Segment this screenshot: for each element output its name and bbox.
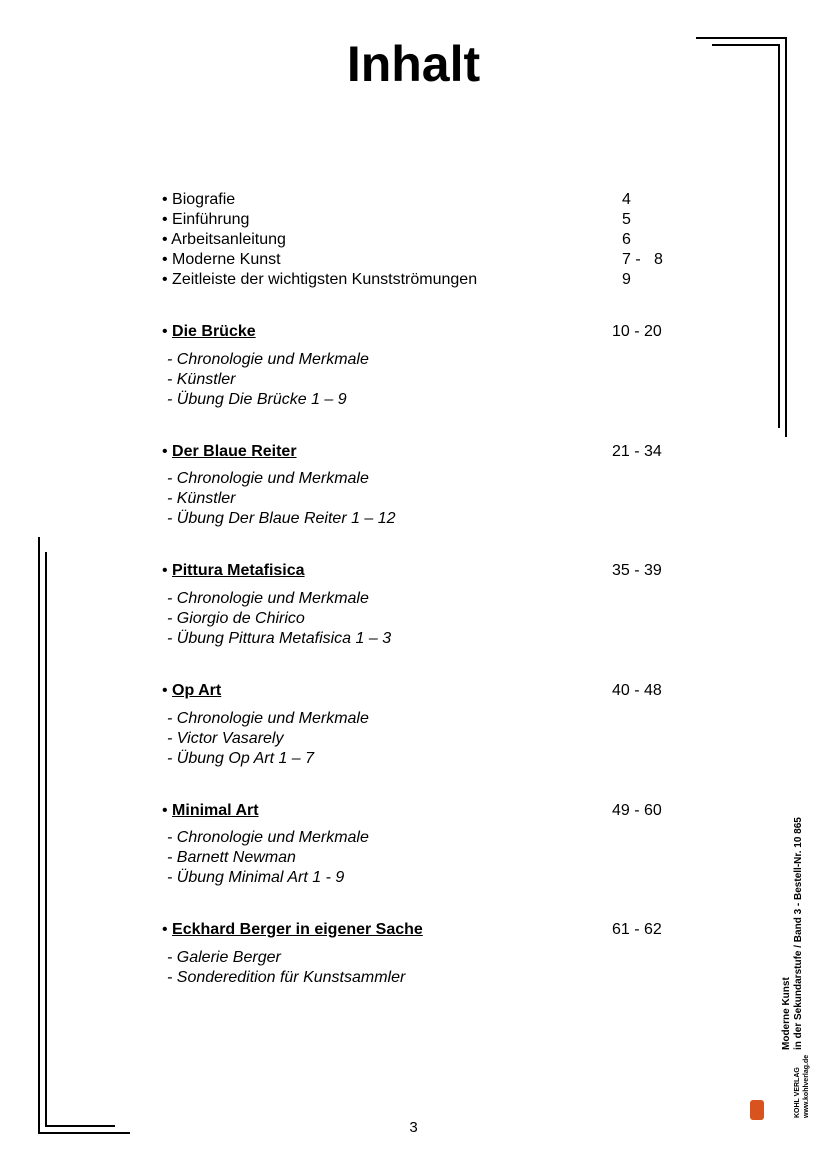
toc-subitem: - Sonderedition für Kunstsammler — [167, 969, 406, 986]
toc-subitem: - Übung Minimal Art 1 - 9 — [167, 869, 345, 886]
toc-section — [162, 681, 682, 769]
frame-line-top-outer — [696, 37, 787, 39]
toc-row-page: 9 — [622, 271, 631, 288]
section-pages: 40 - 48 — [612, 682, 662, 699]
toc-section-heading — [162, 920, 682, 940]
section-pages: 21 - 34 — [612, 443, 662, 460]
toc-section — [162, 801, 682, 888]
toc-subitem: - Chronologie und Merkmale — [167, 710, 369, 727]
toc-row-page: 7 - — [622, 251, 641, 268]
toc-subitem: - Übung Op Art 1 – 7 — [167, 750, 315, 767]
toc-section-heading — [162, 801, 682, 821]
toc-section — [162, 920, 682, 988]
bullet: • — [162, 323, 173, 340]
frame-line-top-inner — [712, 44, 780, 46]
toc-row — [162, 230, 682, 250]
section-title: Minimal Art — [172, 802, 259, 819]
intro-list — [162, 190, 682, 290]
toc-subitem: - Chronologie und Merkmale — [167, 590, 369, 607]
toc-subitem: - Victor Vasarely — [167, 730, 284, 747]
toc-subitem: - Chronologie und Merkmale — [167, 829, 369, 846]
toc-section — [162, 322, 682, 410]
bullet: • — [162, 682, 173, 699]
toc-row-label: • Zeitleiste der wichtigsten Kunstströmungen — [162, 271, 478, 288]
table-of-contents — [162, 190, 682, 988]
publisher-logo-icon — [750, 1100, 764, 1120]
side-footer-logo-text: KOHL VERLAG — [794, 1067, 801, 1118]
toc-subitem: - Übung Pittura Metafisica 1 – 3 — [167, 630, 392, 647]
section-title: Op Art — [172, 682, 222, 699]
section-pages: 35 - 39 — [612, 562, 662, 579]
frame-line-left-outer — [38, 537, 40, 1134]
frame-line-right-outer — [785, 37, 787, 437]
bullet: • — [162, 443, 173, 460]
toc-subitem: - Chronologie und Merkmale — [167, 351, 369, 368]
frame-line-left-inner — [45, 552, 47, 1127]
toc-row-page-end: 8 — [654, 251, 663, 268]
page-title: Inhalt — [346, 36, 481, 92]
bullet: • — [162, 562, 173, 579]
toc-row-page: 4 — [622, 191, 631, 208]
toc-row-page: 6 — [622, 231, 631, 248]
section-pages: 61 - 62 — [612, 921, 662, 938]
section-title: Pittura Metafisica — [172, 562, 305, 579]
toc-row — [162, 210, 682, 230]
side-footer-website: www.kohlverlag.de — [803, 1054, 810, 1118]
bullet: • — [162, 921, 173, 938]
frame-line-right-inner — [778, 44, 780, 428]
toc-row-label: • Arbeitsanleitung — [162, 231, 286, 248]
side-footer-title — [781, 760, 805, 1050]
page-number: 3 — [409, 1119, 418, 1136]
section-pages: 49 - 60 — [612, 802, 662, 819]
toc-subitem: - Übung Der Blaue Reiter 1 – 12 — [167, 510, 396, 527]
toc-row-label: • Einführung — [162, 211, 250, 228]
toc-subitem: - Künstler — [167, 371, 236, 388]
toc-section-heading — [162, 442, 682, 462]
toc-section-heading — [162, 322, 682, 342]
toc-section-heading — [162, 561, 682, 581]
toc-section-heading — [162, 681, 682, 701]
section-title: Eckhard Berger in eigener Sache — [172, 921, 423, 938]
toc-row — [162, 190, 682, 210]
section-title: Die Brücke — [172, 323, 256, 340]
toc-subitem: - Galerie Berger — [167, 949, 281, 966]
toc-subitem: - Künstler — [167, 490, 236, 507]
section-pages: 10 - 20 — [612, 323, 662, 340]
toc-row-label: • Moderne Kunst — [162, 251, 281, 268]
toc-section — [162, 442, 682, 529]
toc-subitem: - Übung Die Brücke 1 – 9 — [167, 391, 347, 408]
toc-row — [162, 250, 682, 270]
toc-section — [162, 561, 682, 649]
toc-row-page: 5 — [622, 211, 631, 228]
bullet: • — [162, 802, 173, 819]
side-footer-line2: in der Sekundarstufe / Band 3 - Bestell-Nr. 10 865 — [793, 817, 804, 1050]
side-footer-line1: Moderne Kunst — [781, 977, 792, 1050]
toc-subitem: - Giorgio de Chirico — [167, 610, 305, 627]
section-title: Der Blaue Reiter — [172, 443, 297, 460]
toc-subitem: - Barnett Newman — [167, 849, 296, 866]
toc-row — [162, 270, 682, 290]
toc-row-label: • Biografie — [162, 191, 236, 208]
toc-subitem: - Chronologie und Merkmale — [167, 470, 369, 487]
